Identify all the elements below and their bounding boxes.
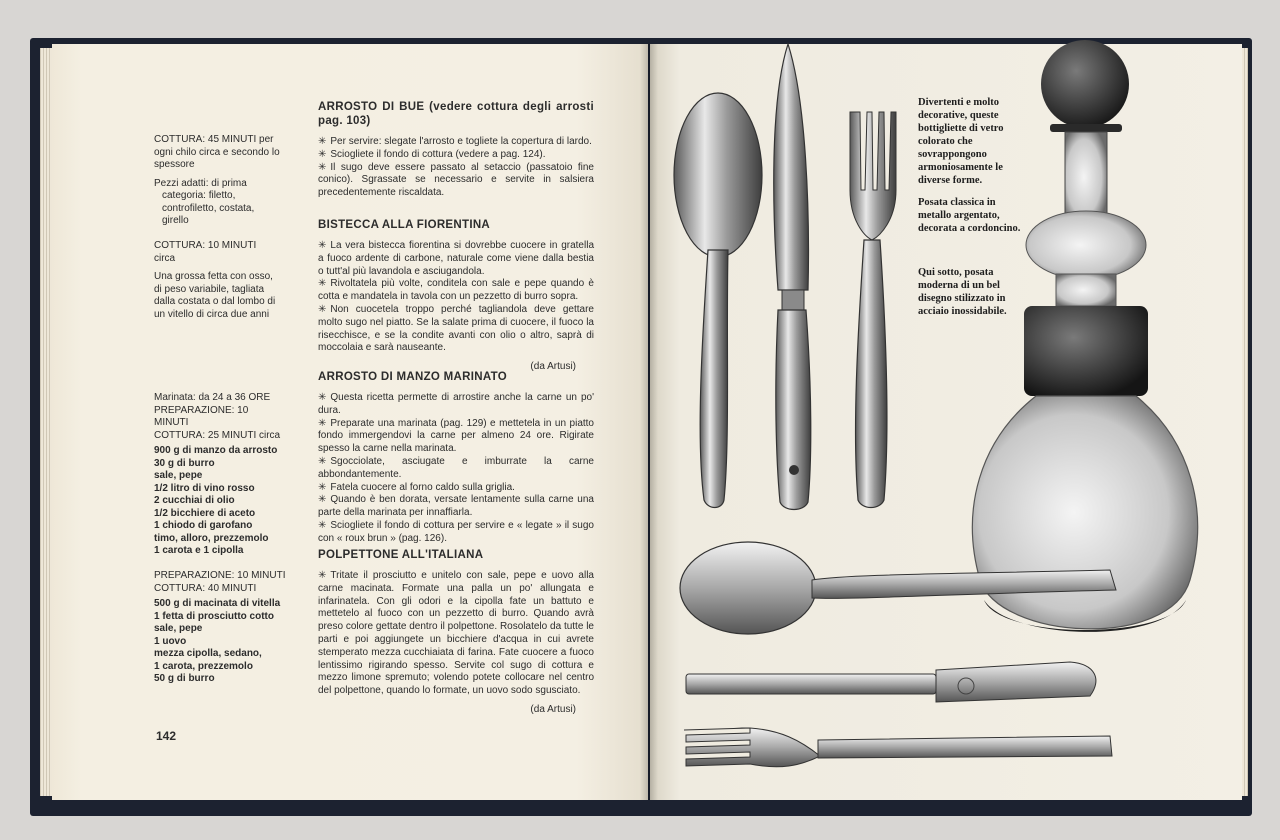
ingredient: 1 carota, prezzemolo (154, 660, 253, 672)
ingredient: 900 g di manzo da arrosto (154, 445, 278, 456)
recipe-bistecca (318, 218, 594, 374)
recipe-step: ✳ Questa ricetta permette di arrostire anche la carne un po' dura. (318, 392, 594, 416)
recipe-step: ✳ Tritate il prosciutto e unitelo con sale, pepe e uovo alla carne macinata. Formate una palla un po' allungata e infarinatela. Con gli odori e la cipolla fate un battuto e mettetelo al fuoco con un pezzetto di burro. Quando avrà preso colore gettate dentro il polpettone. Rosolatelo da tutte le parti e poi aggiungete un bicchiere d'acqua in cui avrete stemperato mezza cucchiaiata di farina. Fate cuocere a fuoco lentissimo rigirando spesso. Servite col sugo di cottura e mezzo limone spremuto; volendo potete collocare nel centro del polpettone, quando lo formate, un uovo sodo sgusciato. (318, 570, 594, 697)
cut-description: Una grossa fetta con osso, di peso variabile, tagliata dalla costata o dal lombo di un vitello di circa due anni (154, 271, 276, 320)
ingredient-list (154, 598, 286, 686)
classic-fork (850, 112, 896, 508)
ingredient: 1 chiodo di garofano (154, 520, 253, 531)
classic-knife (774, 44, 811, 510)
caption-classic-cutlery: Posata classica in metallo argentato, decorata a cordoncino. (918, 197, 1021, 234)
recipe-source: (da Artusi) (530, 703, 576, 715)
marinate-time: Marinata: da 24 a 36 ORE (154, 392, 271, 403)
asterisk-icon: ✳ (318, 161, 327, 173)
sidebar-block-1 (154, 134, 280, 228)
prep-time: PREPARAZIONE: 10 MINUTI (154, 570, 286, 581)
recipe-step: ✳ Rivoltatela più volte, conditela con sale e pepe quando è cotta e mandatela in tavola con un pezzetto di burro sopra. (318, 278, 594, 303)
asterisk-icon: ✳ (318, 148, 327, 160)
recipe-step: ✳ Non cuocetela troppo perché tagliandola deve gettare molto sugo nel piatto. Se la salate prima di cuocere, il fuoco la risecchisce, e se la condite avanti con olio o altro, saprà di moccolaia e sarà nauseante. (318, 303, 594, 354)
sidebar-block-3 (154, 392, 284, 558)
recipe-title: ARROSTO DI MANZO MARINATO (318, 371, 507, 383)
recipe-step: ✳ Fatela cuocere al forno caldo sulla griglia. (318, 481, 515, 493)
recipe-title: BISTECCA ALLA FIORENTINA (318, 219, 491, 231)
recipe-title: POLPETTONE ALL'ITALIANA (318, 549, 484, 561)
recipe-step: ✳ Per servire: slegate l'arrosto e togliete la copertura di lardo. (318, 136, 592, 147)
ingredient: 30 g di burro (154, 457, 215, 469)
cooking-time: COTTURA: 25 MINUTI circa (154, 429, 281, 441)
sidebar-block-4 (154, 570, 286, 686)
ingredient: timo, alloro, prezzemolo (154, 532, 269, 544)
ingredient: mezza cipolla, sedano, (154, 648, 262, 659)
asterisk-icon: ✳ (318, 392, 327, 403)
recipe-step: ✳ Sciogliete il fondo di cottura per servire e « legate » il sugo con « roux brun » (pag. 126). (318, 519, 594, 544)
recipe-title: ARROSTO DI BUE (vedere cottura degli arrosti pag. 103) (318, 101, 594, 127)
recipe-step: ✳ La vera bistecca fiorentina si dovrebbe cuocere in gratella a fuoco ardente di carbone, naturale come viene dalla bestia o tutt'al più lavandola e asciugandola. (318, 240, 594, 277)
ingredient: sale, pepe (154, 470, 203, 481)
modern-knife (686, 662, 1096, 702)
asterisk-icon: ✳ (318, 136, 327, 147)
asterisk-icon: ✳ (318, 278, 327, 290)
prep-time: PREPARAZIONE: 10 MINUTI (154, 404, 249, 428)
recipe-step: ✳ Preparate una marinata (pag. 129) e mettetela in un piatto fondo immergendovi la carne per almeno 24 ore. Rigirate spesso la carne nella marinata. (318, 417, 594, 455)
ingredient: 2 cucchiai di olio (154, 495, 235, 506)
asterisk-icon: ✳ (318, 519, 327, 531)
asterisk-icon: ✳ (318, 455, 327, 467)
ingredient: 1 fetta di prosciutto cotto (154, 610, 274, 622)
ingredient: 1/2 litro di vino rosso (154, 482, 255, 494)
ingredient: sale, pepe (154, 623, 203, 634)
recipe-arrosto-manzo-marinato (318, 370, 594, 546)
recipe-polpettone (318, 548, 594, 717)
recipe-step: ✳ Sgocciolate, asciugate e imburrate la carne abbondantemente. (318, 455, 594, 480)
recipe-step: ✳ Il sugo deve essere passato al setaccio (passatoio fine conico). Sgrassate se necessario e servite in salsiera precedentemente riscaldata. (318, 161, 594, 199)
ingredient-list (154, 445, 284, 558)
ingredient: 1 uovo (154, 635, 187, 647)
recipe-source: (da Artusi) (530, 361, 576, 373)
page-number: 142 (156, 729, 177, 743)
recipe-step: ✳ Quando è ben dorata, versate lentamente sulla carne una parte della marinata per innaffiarla. (318, 494, 594, 519)
asterisk-icon: ✳ (318, 494, 327, 506)
asterisk-icon: ✳ (318, 303, 327, 315)
cuts-note: Pezzi adatti: di prima categoria: filetto, controfiletto, costata, girello (154, 177, 255, 226)
asterisk-icon: ✳ (318, 570, 327, 581)
ingredient: 1/2 bicchiere di aceto (154, 507, 256, 519)
caption-modern-cutlery: Qui sotto, posata moderna di un bel disegno stilizzato in acciaio inossidabile. (918, 267, 1007, 317)
ingredient: 500 g di macinata di vitella (154, 598, 281, 609)
ingredient: 1 carota e 1 cipolla (154, 545, 244, 556)
cooking-time: COTTURA: 45 MINUTI per ogni chilo circa e secondo lo spessore (154, 134, 280, 170)
recipe-step: ✳ Sciogliete il fondo di cottura (vedere a pag. 124). (318, 148, 546, 160)
ingredient: 50 g di burro (154, 673, 215, 684)
caption-bottles: Divertenti e molto decorative, queste bottigliette di vetro colorato che sovrappongono armoniosamente le diverse forme. (918, 97, 1004, 186)
cooking-time: COTTURA: 10 MINUTI circa (154, 240, 257, 264)
cooking-time: COTTURA: 40 MINUTI (154, 582, 257, 594)
classic-spoon (674, 93, 762, 508)
asterisk-icon: ✳ (318, 240, 327, 251)
asterisk-icon: ✳ (318, 417, 327, 429)
modern-fork (684, 728, 1112, 767)
asterisk-icon: ✳ (318, 481, 327, 493)
sidebar-block-2 (154, 240, 280, 321)
recipe-arrosto-di-bue (318, 100, 594, 200)
